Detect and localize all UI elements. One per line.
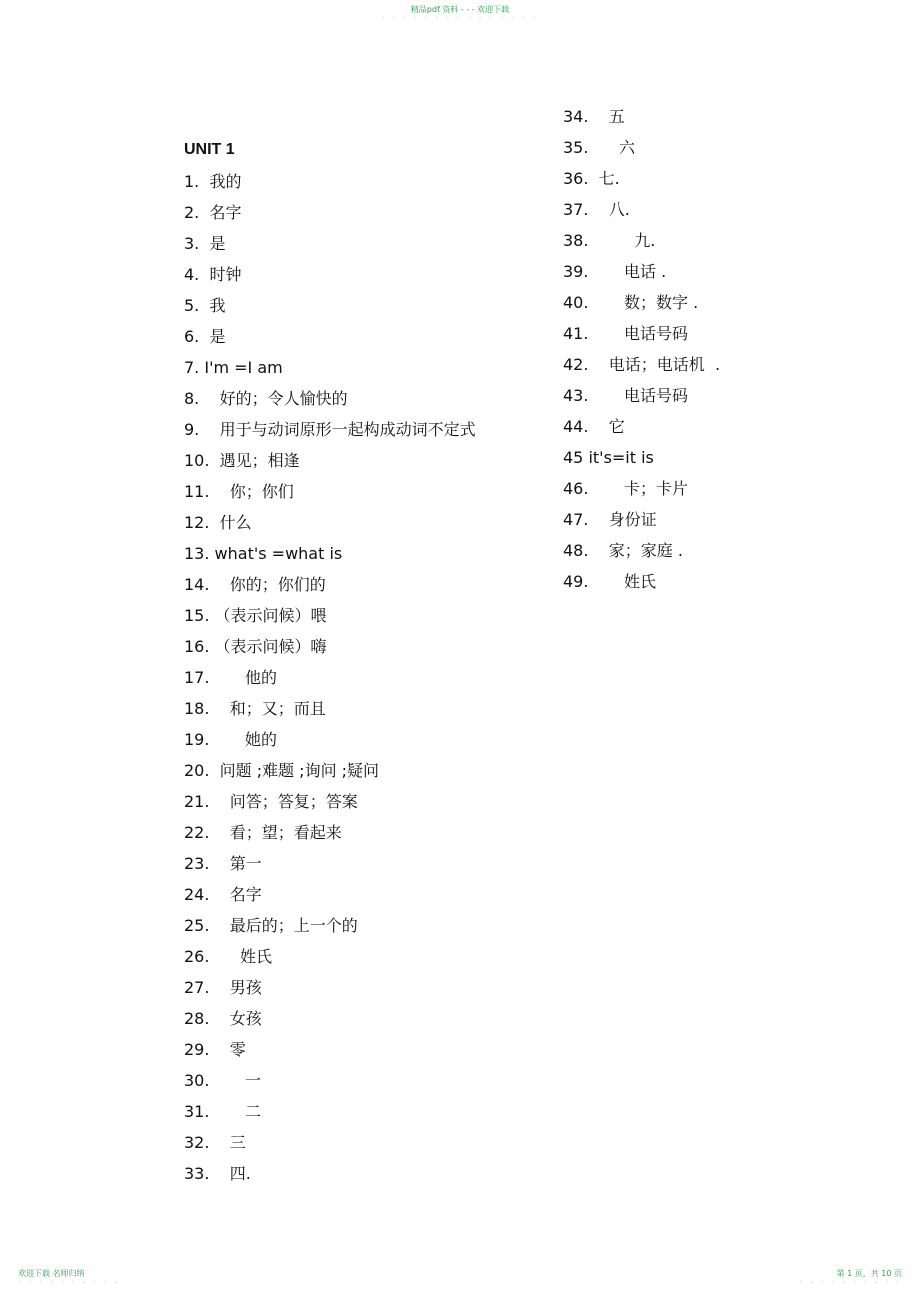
vocab-item: 12. 什么 [184, 513, 252, 532]
header-dots: - - - - - - - - - - - - - - - [381, 14, 539, 22]
vocab-item: 14. 你的；你们的 [184, 575, 326, 594]
vocab-item: 15. （表示问候）喂 [184, 606, 327, 625]
vocab-list-left [184, 172, 476, 1195]
vocab-item: 36. 七. [563, 169, 620, 188]
vocab-item: 16. （表示问候）嗨 [184, 637, 327, 656]
vocab-item: 42. 电话；电话机 . [563, 355, 721, 374]
header-text: 精品pdf 资料 - - - 欢迎下载 [410, 5, 510, 14]
vocab-item: 9. 用于与动词原形一起构成动词不定式 [184, 420, 476, 439]
vocab-item: 19. 她的 [184, 730, 278, 749]
vocab-item: 10. 遇见；相逢 [184, 451, 300, 470]
vocab-item: 26. 姓氏 [184, 947, 272, 966]
vocab-item: 20. 问题 ;难题 ;询问 ;疑问 [184, 761, 380, 780]
footer-left-text: 欢迎下载 名师归纳 [18, 1269, 85, 1278]
vocab-item: 18. 和；又；而且 [184, 699, 326, 718]
footer-left [18, 1268, 120, 1286]
vocab-item: 34. 五 [563, 107, 625, 126]
vocab-item: 23. 第一 [184, 854, 262, 873]
vocab-item: 24. 名字 [184, 885, 262, 904]
vocab-item: 37. 八. [563, 200, 630, 219]
vocab-item: 45 it's=it is [563, 448, 654, 467]
vocab-item: 46. 卡；卡片 [563, 479, 689, 498]
vocab-item: 2. 名字 [184, 203, 242, 222]
vocab-item: 33. 四. [184, 1164, 251, 1183]
vocab-item: 7. I'm =I am [184, 358, 283, 377]
vocab-item: 29. 零 [184, 1040, 246, 1059]
vocab-item: 44. 它 [563, 417, 625, 436]
page-number: 第 1 页，共 10 页 [836, 1269, 902, 1278]
vocab-item: 6. 是 [184, 327, 226, 346]
vocab-item: 4. 时钟 [184, 265, 242, 284]
vocab-item: 48. 家；家庭 . [563, 541, 683, 560]
vocab-item: 32. 三 [184, 1133, 246, 1152]
vocab-item: 28. 女孩 [184, 1009, 262, 1028]
vocab-item: 35. 六 [563, 138, 635, 157]
vocab-item: 11. 你；你们 [184, 482, 294, 501]
vocab-item: 8. 好的；令人愉快的 [184, 389, 348, 408]
vocab-item: 1. 我的 [184, 172, 242, 191]
vocab-item: 31. 二 [184, 1102, 262, 1121]
vocab-item: 21. 问答；答复；答案 [184, 792, 358, 811]
vocab-item: 38. 九. [563, 231, 656, 250]
vocab-item: 43. 电话号码 [563, 386, 689, 405]
vocab-item: 30. 一 [184, 1071, 262, 1090]
vocab-item: 17. 他的 [184, 668, 278, 687]
vocab-item: 41. 电话号码 [563, 324, 689, 343]
vocab-item: 25. 最后的；上一个的 [184, 916, 358, 935]
vocab-item: 27. 男孩 [184, 978, 262, 997]
vocab-item: 49. 姓氏 [563, 572, 657, 591]
vocab-item: 22. 看；望；看起来 [184, 823, 342, 842]
vocab-list-right [563, 107, 720, 603]
vocab-item: 40. 数；数字 . [563, 293, 699, 312]
vocab-item: 47. 身份证 [563, 510, 657, 529]
vocab-item: 3. 是 [184, 234, 226, 253]
unit-title: UNIT 1 [184, 141, 235, 158]
vocab-item: 39. 电话 . [563, 262, 667, 281]
footer-right [800, 1268, 902, 1286]
footer-left-dots: - - - - - - - - - - [18, 1278, 121, 1286]
page-header [0, 4, 920, 22]
footer-right-dots: - - - - - - - - - - [799, 1278, 902, 1286]
vocab-item: 5. 我 [184, 296, 226, 315]
vocab-item: 13. what's =what is [184, 544, 343, 563]
